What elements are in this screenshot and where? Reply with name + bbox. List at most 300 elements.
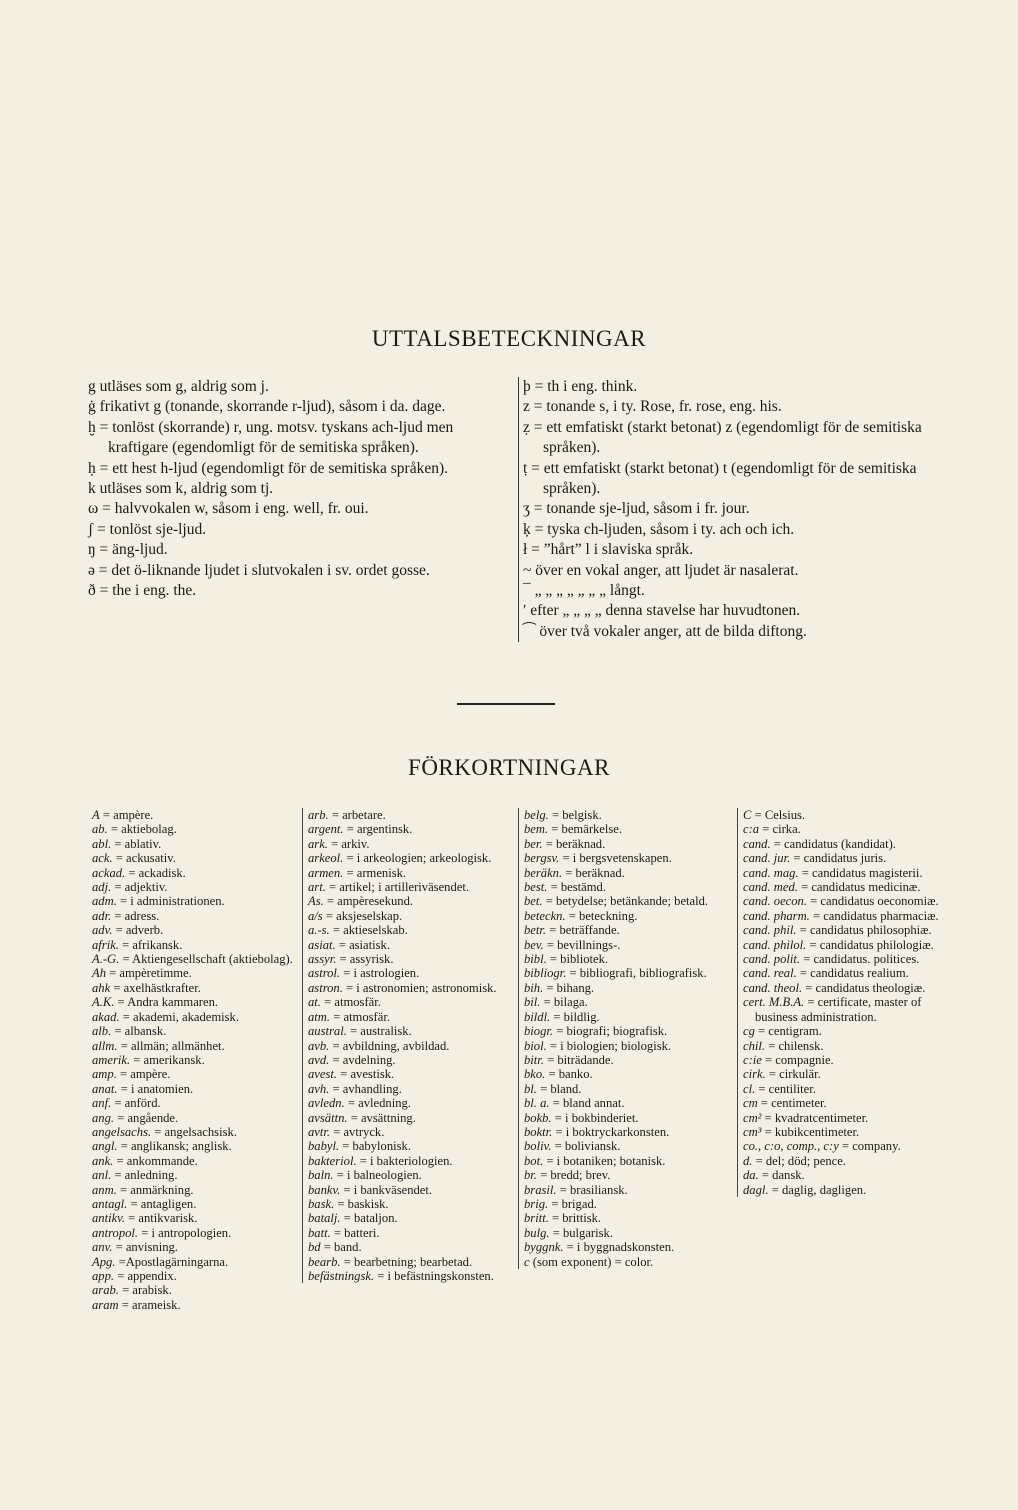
abbreviation-meaning: = kubikcentimeter. [764,1124,860,1139]
abbreviation-meaning: = anmärkning. [120,1182,194,1197]
abbreviation-term: adv. [92,923,113,938]
abbreviation-entry [524,1024,738,1038]
abbreviation-term: beräkn. [524,865,563,880]
abbreviation-entry [308,1226,514,1240]
abbreviation-meaning: = i arkeologien; arkeologisk. [346,851,492,866]
abbreviation-entry [743,1183,955,1197]
abbreviation-meaning: = bibliotek. [549,952,609,967]
abbreviation-meaning: = i bokbinderiet. [554,1110,639,1125]
abbreviation-term: bitr. [524,1052,544,1067]
abbreviation-term: bko. [524,1067,546,1082]
abbreviation-entry [524,851,738,865]
abbreviation-term: cand. med. [743,880,798,895]
abbreviation-term: boliv. [524,1139,552,1154]
abbreviation-meaning: = ackadisk. [128,865,186,880]
abbreviation-entry [308,966,514,980]
abbreviation-meaning: = bildlig. [553,1009,600,1024]
abbreviation-term: bibl. [524,952,547,967]
abbreviation-meaning: = avbildning, avbildad. [332,1038,450,1053]
abbreviation-term: cl. [743,1081,756,1096]
abbreviation-entry [92,1039,299,1053]
abbreviation-entry [92,1255,299,1269]
abbreviation-meaning: = banko. [548,1067,593,1082]
abbreviation-entry [743,851,955,865]
abbreviation-term: anm. [92,1182,117,1197]
abbreviation-entry [743,995,955,1024]
abbreviation-meaning: = bataljon. [343,1211,398,1226]
abbreviation-term: afrik. [92,937,119,952]
abbreviation-term: allm. [92,1038,118,1053]
abbreviation-term: batalj. [308,1211,341,1226]
abbreviation-meaning: = brigad. [551,1196,597,1211]
abbreviation-meaning: = arameisk. [121,1297,181,1312]
abbreviation-meaning: = i byggnadskonsten. [566,1240,675,1255]
abbreviation-term: A.-G. [92,952,120,967]
abbreviation-meaning: = australisk. [350,1024,412,1039]
abbreviation-meaning: = candidatus philologiæ. [809,937,934,952]
abbreviation-meaning: = certificate, master of business administration. [755,995,922,1024]
abbreviation-meaning: = i bakteriologien. [359,1153,453,1168]
abbreviation-entry [308,1255,514,1269]
abbreviation-entry [308,909,514,923]
abbreviation-term: bask. [308,1196,335,1211]
abbreviation-entry [524,1111,738,1125]
abbreviation-meaning: = Celsius. [754,808,806,822]
pronunciation-entry: ~ över en vokal anger, att ljudet är nasalerat. [523,561,799,579]
abbreviation-term: akad. [92,1009,120,1024]
abbreviation-entry [92,1154,299,1168]
abbreviation-meaning: = candidatus realium. [799,966,909,981]
abbreviation-term: beteckn. [524,908,566,923]
abbreviation-term: avb. [308,1038,330,1053]
abbreviation-entry [524,1067,738,1081]
abbreviation-term: angl. [92,1139,118,1154]
abbreviation-meaning: = arabisk. [122,1283,172,1298]
abbreviation-term: amerik. [92,1052,131,1067]
abbreviation-meaning: = argentinsk. [346,822,413,837]
abbreviation-term: antikv. [92,1211,125,1226]
abbreviation-entry [92,1111,299,1125]
abbreviation-meaning: = arkiv. [331,836,370,851]
abbreviation-term: amp. [92,1067,117,1082]
abbreviation-meaning: = i bankväsendet. [343,1182,433,1197]
abbreviation-term: bev. [524,937,544,952]
abbreviation-entry [743,909,955,923]
abbreviation-term: bankv. [308,1182,341,1197]
abbreviation-entry [524,909,738,923]
abbreviation-term: adj. [92,880,112,895]
abbreviation-entry [92,808,299,822]
abbreviation-entry [524,923,738,937]
abbreviation-entry [92,1269,299,1283]
abbreviation-meaning: = bredd; brev. [540,1168,611,1183]
abbreviation-entry [92,1183,299,1197]
abbreviation-meaning: = cirka. [762,822,801,837]
abbreviation-entry [524,894,738,908]
abbreviation-term: co., c:o, comp., c:y [743,1139,839,1154]
abbreviation-term: atm. [308,1009,331,1024]
abbreviation-entry [743,923,955,937]
abbreviation-entry [92,1082,299,1096]
abbreviation-meaning: = company. [841,1139,901,1154]
abbreviation-meaning: = babylonisk. [342,1139,411,1154]
abbreviation-term: chil. [743,1038,766,1053]
abbreviation-entry [743,981,955,995]
abbreviation-term: anl. [92,1168,112,1183]
abbreviation-entry [308,866,514,880]
abbreviation-meaning: = assyrisk. [339,952,394,967]
abbreviation-meaning: = anvisning. [115,1240,178,1255]
abbreviation-term: ber. [524,836,543,851]
abbreviation-entry [524,966,738,980]
abbreviation-meaning: = Aktiengesellschaft (aktiebolag). [122,952,293,967]
abbreviation-meaning: = chilensk. [768,1038,824,1053]
abbreviation-entry [92,1240,299,1254]
abbreviation-meaning: = axelhästkrafter. [113,980,201,995]
abbreviation-meaning: = baskisk. [337,1196,389,1211]
abbreviation-term: bd [308,1240,321,1255]
abbreviation-meaning: = aktiebolag. [110,822,177,837]
abbreviation-entry [524,880,738,894]
abbreviation-term: anat. [92,1081,118,1096]
abbreviation-term: astrol. [308,966,341,981]
abbreviation-term: aram [92,1297,119,1312]
abbreviation-term: ackad. [92,865,126,880]
abbreviation-meaning: = i botaniken; botanisk. [546,1153,666,1168]
abbreviation-meaning: = batteri. [333,1225,380,1240]
pronunciation-entry: k utläses som k, aldrig som tj. [88,480,274,498]
abbreviation-term: cand. theol. [743,980,803,995]
pronunciation-entry: ḥ = ett hest h-ljud (egendomligt för de semitiska språken). [88,459,448,477]
abbreviation-entry [743,966,955,980]
abbreviation-entry [524,837,738,851]
pronunciation-entry: ʃ = tonlöst sje-ljud. [88,520,207,538]
abbreviation-entry [308,1269,514,1283]
abbreviation-meaning: = ampèresekund. [326,894,414,909]
abbreviation-term: A.K. [92,995,115,1010]
abbreviation-entry [524,952,738,966]
abbreviation-term: bibliogr. [524,966,567,981]
abbreviation-meaning: = beräknad. [545,836,606,851]
pronunciation-entry: z = tonande s, i ty. Rose, fr. rose, eng. his. [523,398,782,416]
abbreviation-meaning: = i boktryckarkonsten. [555,1124,670,1139]
abbreviation-meaning: = i bergsvetenskapen. [562,851,672,866]
abbreviation-meaning: = angående. [117,1110,179,1125]
abbreviation-meaning: = avhandling. [332,1081,402,1096]
abbreviation-meaning: = candidatus. politices. [803,952,920,967]
abbreviation-term: bl. a. [524,1096,550,1111]
abbreviation-meaning: = beräknad. [565,865,625,880]
abbreviation-entry [524,1197,738,1211]
abbreviation-meaning: = bilaga. [543,995,588,1010]
abbreviation-entry [92,1197,299,1211]
abbreviation-term: bildl. [524,1009,551,1024]
abbreviation-meaning: = appendix. [117,1269,177,1283]
abbreviation-entry [308,981,514,995]
abbreviation-term: art. [308,880,326,895]
abbreviation-entry [308,1096,514,1110]
abbreviation-entry [92,1053,299,1067]
abbreviation-meaning: = bibliografi, bibliografisk. [569,966,707,981]
abbreviation-entry [308,1125,514,1139]
abbreviation-entry [92,822,299,836]
abbreviation-meaning: = candidatus pharmaciæ. [812,908,939,923]
pronunciation-entry: ¯ „ „ „ „ „ „ „ långt. [523,582,645,600]
abbreviation-meaning: = adress. [114,908,160,923]
abbreviation-meaning: = bihang. [546,980,595,995]
abbreviation-meaning: = candidatus medicinæ. [801,880,921,895]
abbreviation-term: cm [743,1096,758,1111]
abbreviation-meaning: = avestisk. [340,1067,395,1082]
abbreviation-entry [92,909,299,923]
abbreviation-term: c:ie [743,1052,762,1067]
abbreviation-entry [92,837,299,851]
abbreviation-entry [743,1139,955,1153]
abbreviation-term: babyl. [308,1139,340,1154]
abbreviation-entry [92,894,299,908]
abbreviation-term: bakteriol. [308,1153,357,1168]
abbreviation-term: app. [92,1269,115,1283]
abbreviation-meaning: = atmosfär. [333,1009,390,1024]
pronunciation-list-left [88,377,502,601]
abbreviation-entry [308,1139,514,1153]
abbreviation-meaning: = bulgarisk. [552,1225,613,1240]
abbreviation-meaning: = brasiliansk. [559,1182,628,1197]
abbreviation-entry [308,1111,514,1125]
pronunciation-entry: ʹ efter „ „ „ „ denna stavelse har huvudtonen. [523,602,801,620]
pronunciation-entry: ʒ = tonande sje-ljud, såsom i fr. jour. [523,500,750,518]
abbreviation-meaning: = adjektiv. [114,880,168,895]
abbreviation-term: a/s [308,908,323,923]
abbreviation-term: astron. [308,980,343,995]
abbreviation-entry [308,851,514,865]
abbreviation-meaning: = avtryck. [333,1124,385,1139]
abbreviation-entry [743,808,955,822]
abbreviation-meaning: = band. [323,1240,362,1255]
abbreviation-meaning: = dansk. [761,1168,805,1183]
abbreviation-entry [308,1067,514,1081]
pronunciation-entry: ə = det ö-liknande ljudet i slutvokalen i sv. ordet gosse. [88,561,430,579]
abbreviation-meaning: = biträdande. [547,1052,614,1067]
abbreviation-entry [524,1082,738,1096]
abbreviation-term: C [743,808,752,822]
abbreviation-term: bih. [524,980,544,995]
abbreviation-term: angelsachs. [92,1124,152,1139]
pronunciation-entry: þ = th i eng. think. [523,378,638,395]
abbreviation-entry [743,1111,955,1125]
abbreviation-entry [524,1226,738,1240]
abbreviation-entry [92,1226,299,1240]
abbreviation-meaning: = albansk. [114,1024,167,1039]
abbreviation-entry [308,952,514,966]
abbreviation-entry [308,1183,514,1197]
abbreviation-term: cand. mag. [743,865,799,880]
abbreviation-entry [524,981,738,995]
abbreviation-entry [92,952,299,966]
abbreviation-meaning: = i balneologien. [336,1168,422,1183]
abbreviation-entry [92,880,299,894]
abbreviation-entry [92,1139,299,1153]
abbreviation-term: cand. philol. [743,937,807,952]
abbreviation-term: cand. oecon. [743,894,807,909]
abbreviation-term: arkeol. [308,851,344,866]
abbreviation-meaning: = bevillnings-. [546,937,621,952]
abbreviation-term: byggnk. [524,1240,564,1255]
abbreviation-entry [92,1096,299,1110]
abbreviation-meaning: = compagnie. [765,1052,834,1067]
abbreviation-entry [743,1096,955,1110]
abbreviation-entry [308,822,514,836]
abbreviation-meaning: = candidatus oeconomiæ. [810,894,939,909]
abbreviation-entry [92,1067,299,1081]
abbreviation-term: bergsv. [524,851,560,866]
abbreviation-term: befästningsk. [308,1269,375,1283]
abbreviation-entry [92,966,299,980]
abbreviation-entry [743,938,955,952]
abbreviation-term: avledn. [308,1096,345,1111]
abbreviation-term: britt. [524,1211,549,1226]
abbreviation-entry [743,1082,955,1096]
abbreviation-meaning: = ampère. [120,1067,171,1082]
abbreviation-meaning: = Andra kammaren. [117,995,219,1010]
pronunciation-entry: ṭ = ett emfatiskt (starkt betonat) t (egendomligt för de semitiska språken). [523,459,917,498]
abbreviation-term: armen. [308,865,344,880]
abbreviation-entry [524,1096,738,1110]
abbreviation-entry [92,1283,299,1297]
abbreviation-entry [92,1168,299,1182]
abbreviation-entry [92,866,299,880]
abbreviation-entry [308,1240,514,1254]
abbreviation-entry [92,938,299,952]
abbreviation-meaning: = i befästningskonsten. [377,1269,494,1283]
pronunciation-entry: ŋ = äng-ljud. [88,541,168,559]
abbreviation-term: ack. [92,851,113,866]
abbreviation-entry [92,851,299,865]
abbreviation-meaning: = antagligen. [130,1196,197,1211]
abbreviation-term: cand. jur. [743,851,791,866]
abbreviation-entry [308,1211,514,1225]
abbreviation-entry [524,1240,738,1254]
pronunciation-list-right [518,377,943,642]
abbreviation-term: cm³ [743,1124,762,1139]
abbreviation-meaning: = centiliter. [758,1081,816,1096]
abbreviation-term: bil. [524,995,541,1010]
abbreviation-term: cirk. [743,1067,766,1082]
abbreviation-meaning: = del; död; pence. [755,1153,846,1168]
abbreviation-meaning: = anförd. [114,1096,161,1111]
abbreviation-term: belg. [524,808,549,822]
abbreviation-meaning: = allmän; allmänhet. [120,1038,225,1053]
abbreviation-term: asiat. [308,937,336,952]
abbreviation-term: c:a [743,822,760,837]
abbreviation-meaning: = candidatus philosophiæ. [799,923,932,938]
abbreviation-meaning: = kvadratcentimeter. [764,1110,869,1125]
abbreviation-term: antagl. [92,1196,128,1211]
abbreviation-term: brig. [524,1196,549,1211]
abbreviation-term: anv. [92,1240,113,1255]
abbreviation-meaning: = beträffande. [549,923,620,938]
abbreviation-term: antropol. [92,1225,139,1240]
abbreviation-entry [524,1154,738,1168]
abbreviation-meaning: = arbetare. [331,808,386,822]
abbreviation-entry [308,808,514,822]
abbreviation-entry [308,1010,514,1024]
abbreviation-meaning: = boliviansk. [554,1139,621,1154]
abbreviation-term: As. [308,894,324,909]
abbreviation-entry [524,1139,738,1153]
abbreviation-meaning: = belgisk. [552,808,602,822]
abbreviation-meaning: = artikel; i artilleriväsendet. [329,880,469,895]
abbreviation-term: avd. [308,1052,330,1067]
abbreviation-term: bot. [524,1153,544,1168]
abbreviation-entry [524,1053,738,1067]
abbreviation-meaning: = i antropologien. [141,1225,232,1240]
abbreviation-meaning: = cirkulär. [768,1067,821,1082]
abbreviation-entry [308,1154,514,1168]
abbreviation-meaning: = aktieselskab. [332,923,408,938]
abbreviation-term: argent. [308,822,344,837]
abbreviation-term: batt. [308,1225,331,1240]
abbreviation-term: assyr. [308,952,337,967]
abbreviation-entry [524,1211,738,1225]
pronunciation-entry: ω = halvvokalen w, såsom i eng. well, fr. oui. [88,500,369,518]
abbreviation-term: biogr. [524,1024,554,1039]
abbreviation-meaning: = bland annat. [552,1096,625,1111]
abbreviation-term: ahk [92,980,111,995]
abbreviation-meaning: = daglig, dagligen. [771,1182,867,1197]
abbreviation-term: biol. [524,1038,547,1053]
abbreviation-entry [743,1125,955,1139]
pronunciation-entry: ð = the i eng. the. [88,582,197,600]
abbreviation-entry [524,1125,738,1139]
abbreviation-term: cm² [743,1110,762,1125]
abbreviation-meaning: = ablativ. [114,836,162,851]
abbreviation-term: brasil. [524,1182,557,1197]
abbreviation-term: ank. [92,1153,114,1168]
abbreviation-meaning: = afrikansk. [122,937,183,952]
abbreviation-meaning: = bearbetning; bearbetad. [343,1254,473,1269]
pronunciation-heading: UTTALSBETECKNINGAR [371,326,647,351]
abbreviation-term: bet. [524,894,543,909]
abbreviation-term: c [524,1254,530,1269]
abbreviation-term: cg [743,1024,755,1039]
abbreviation-meaning: = centigram. [758,1024,822,1039]
abbreviation-meaning: (som exponent) = color. [532,1254,654,1269]
abbreviation-meaning: = brittisk. [552,1211,602,1226]
abbreviation-entry [524,808,738,822]
abbreviation-meaning: = bestämd. [550,880,606,895]
abbreviation-entry [524,938,738,952]
abbreviation-term: bem. [524,822,549,837]
abbreviation-entry [524,1255,738,1269]
abbreviation-entry [524,995,738,1009]
section-divider [457,703,555,705]
abbreviation-entry [524,866,738,880]
abbreviation-entry [308,1024,514,1038]
abbreviation-entry [524,822,738,836]
abbreviations-column-3 [518,808,738,1269]
abbreviation-entry [92,1298,299,1312]
abbreviation-entry [92,995,299,1009]
pronunciation-entry: ġ frikativt g (tonande, skorrande r-ljud), såsom i da. dage. [88,398,446,416]
abbreviation-entry [308,837,514,851]
abbreviation-term: bulg. [524,1225,550,1240]
abbreviation-entry [743,1053,955,1067]
abbreviation-term: bokb. [524,1110,552,1125]
abbreviations-column-2 [302,808,514,1283]
abbreviation-entry [308,1197,514,1211]
abbreviation-meaning: = i biologien; biologisk. [549,1038,672,1053]
